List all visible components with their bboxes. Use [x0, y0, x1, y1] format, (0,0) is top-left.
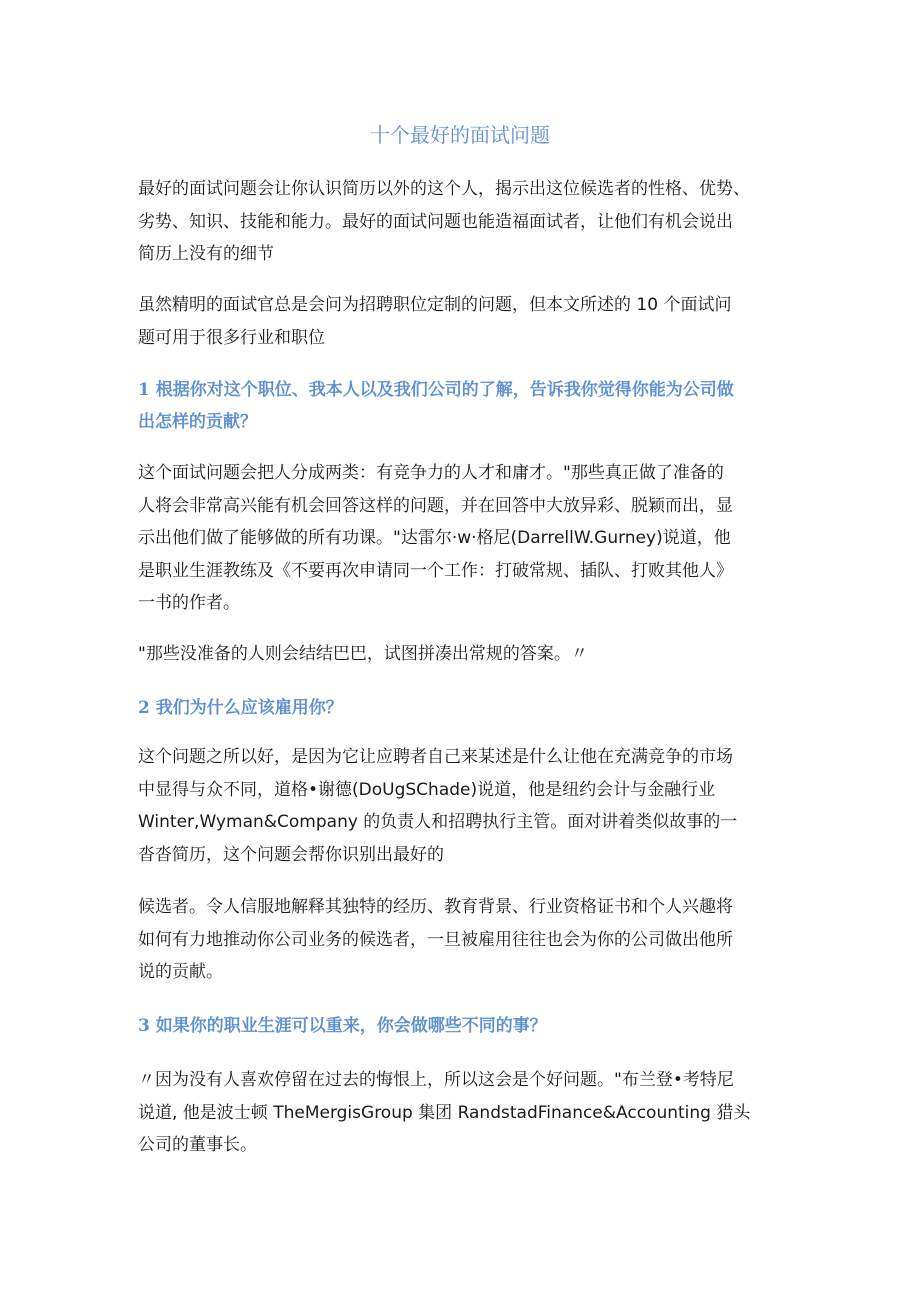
intro-paragraph: [138, 173, 786, 271]
text-line: 说的贡献。: [138, 962, 223, 982]
heading-line: 3 如果你的职业生涯可以重来，你会做哪些不同的事？: [138, 1016, 547, 1036]
text-line: 如何有力地推动你公司业务的候选者，一旦被雇用往往也会为你的公司做出他所: [138, 929, 733, 950]
text-line: 这个问题之所以好，是因为它让应聘者自己来某述是什么让他在充满竞争的市场: [138, 747, 733, 767]
text-line: 说道, 他是波士顿 TheMergisGroup 集团 RandstadFinance&Accounting 猎头: [138, 1102, 751, 1123]
heading-line: 出怎样的贡献？: [138, 412, 257, 432]
question-1-quote: [138, 638, 786, 671]
question-2-body-continued: [138, 891, 786, 989]
question-2-heading: [138, 692, 798, 724]
question-3-heading: [138, 1010, 798, 1042]
question-3-body: [138, 1064, 786, 1162]
text-line: 沓沓简历，这个问题会帮你识别出最好的: [138, 844, 444, 865]
text-line: 简历上没有的细节: [138, 244, 274, 264]
question-1-body: [138, 457, 786, 620]
text-line: 是职业生涯教练及《不要再次申请同一个工作：打破常规、插队、打败其他人》: [138, 560, 733, 581]
text-line: 这个面试问题会把人分成两类：有竞争力的人才和庸才。"那些真正做了准备的: [138, 463, 724, 483]
document-title: 十个最好的面试问题: [370, 123, 550, 147]
text-line: 示出他们做了能够做的所有功课。"达雷尔·w·格尼(DarrellW.Gurney)说道，他: [138, 528, 731, 548]
heading-line: 2 我们为什么应该雇用你？: [138, 698, 343, 718]
text-line: 虽然精明的面试官总是会问为招聘职位定制的问题，但本文所述的 10 个面试问: [138, 295, 732, 315]
text-line: 人将会非常高兴能有机会回答这样的问题，并在回答中大放异彩、脱颖而出，显: [138, 495, 733, 516]
text-line: 最好的面试问题会让你认识简历以外的这个人，揭示出这位候选者的性格、优势、: [138, 179, 750, 199]
text-line: 候选者。令人信服地解释其独特的经历、教育背景、行业资格证书和个人兴趣将: [138, 897, 733, 917]
question-1-heading: [138, 374, 798, 438]
heading-line: 1 根据你对这个职位、我本人以及我们公司的了解，告诉我你觉得你能为公司做: [138, 380, 734, 400]
text-line: 〃因为没有人喜欢停留在过去的悔恨上，所以这会是个好问题。"布兰登•考特尼: [138, 1070, 734, 1090]
text-line: 题可用于很多行业和职位: [138, 327, 325, 348]
text-line: 劣势、知识、技能和能力。最好的面试问题也能造福面试者，让他们有机会说出: [138, 211, 733, 232]
question-2-body: [138, 741, 786, 871]
text-line: 一书的作者。: [138, 593, 240, 613]
intro-paragraph-2: [138, 289, 786, 354]
text-line: 中显得与众不同，道格•谢德(DoUgSChade)说道，他是纽约会计与金融行业: [138, 779, 716, 800]
text-line: 公司的董事长。: [138, 1135, 257, 1155]
text-line: "那些没准备的人则会结结巴巴，试图拼凑出常规的答案。〃: [138, 644, 588, 664]
text-line: Winter,Wyman&Company 的负责人和招聘执行主管。面对讲着类似故事的一: [138, 812, 738, 832]
